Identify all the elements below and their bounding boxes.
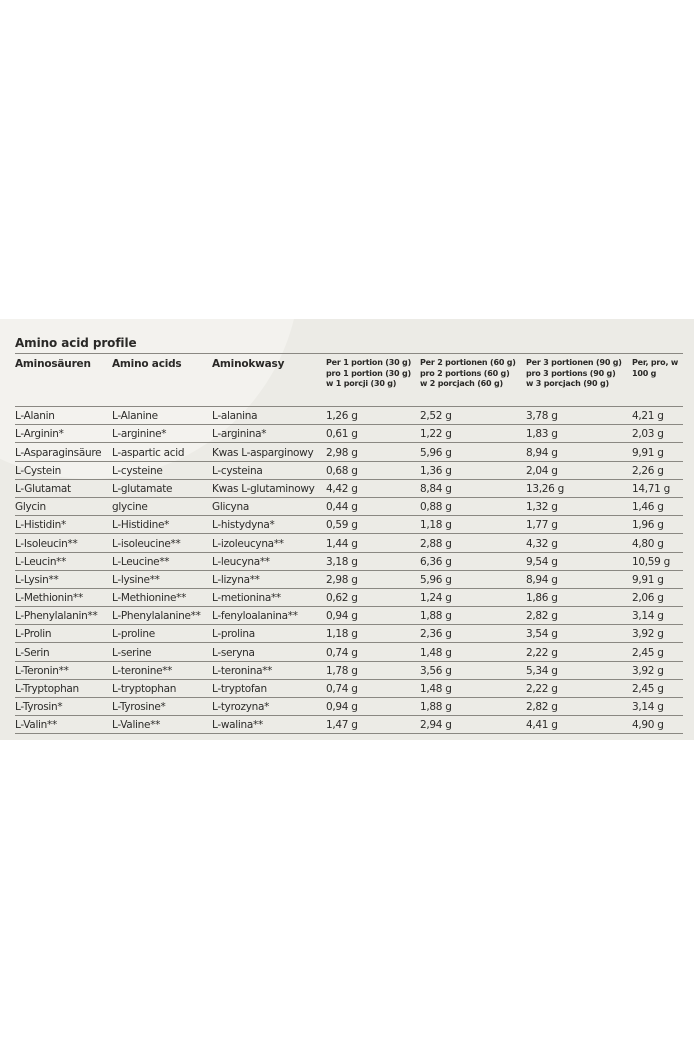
cell-de-name: L-Cystein: [15, 461, 112, 479]
cell-100g: 3,92 g: [632, 661, 683, 679]
cell-100g: 1,46 g: [632, 497, 683, 515]
cell-2-portions: 1,48 g: [420, 643, 526, 661]
cell-pl-name: L-metionina**: [212, 588, 326, 606]
table-row: [15, 643, 683, 661]
table-body: [15, 407, 683, 734]
cell-1-portion: 0,74 g: [326, 679, 420, 697]
cell-1-portion: 2,98 g: [326, 570, 420, 588]
cell-1-portion: 0,61 g: [326, 425, 420, 443]
cell-de-name: L-Phenylalanin**: [15, 607, 112, 625]
cell-100g: 2,03 g: [632, 425, 683, 443]
cell-2-portions: 1,22 g: [420, 425, 526, 443]
cell-en-name: L-Valine**: [112, 716, 212, 734]
cell-1-portion: 0,44 g: [326, 497, 420, 515]
table-row: [15, 588, 683, 606]
cell-2-portions: 0,88 g: [420, 497, 526, 515]
cell-1-portion: 1,26 g: [326, 407, 420, 425]
cell-1-portion: 1,78 g: [326, 661, 420, 679]
cell-en-name: L-glutamate: [112, 479, 212, 497]
cell-3-portions: 2,22 g: [526, 643, 632, 661]
cell-de-name: L-Leucin**: [15, 552, 112, 570]
header-per-3-portions: Per 3 portionen (90 g) pro 3 portions (90 g) w 3 porcjach (90 g): [526, 354, 632, 407]
cell-de-name: L-Tryptophan: [15, 679, 112, 697]
cell-3-portions: 2,04 g: [526, 461, 632, 479]
cell-pl-name: L-tyrozyna*: [212, 698, 326, 716]
cell-100g: 10,59 g: [632, 552, 683, 570]
cell-en-name: L-cysteine: [112, 461, 212, 479]
table-row: [15, 407, 683, 425]
cell-de-name: L-Lysin**: [15, 570, 112, 588]
cell-3-portions: 8,94 g: [526, 570, 632, 588]
cell-2-portions: 2,36 g: [420, 625, 526, 643]
header-row: [15, 354, 683, 407]
cell-3-portions: 3,78 g: [526, 407, 632, 425]
cell-de-name: L-Arginin*: [15, 425, 112, 443]
cell-3-portions: 4,41 g: [526, 716, 632, 734]
cell-3-portions: 1,86 g: [526, 588, 632, 606]
cell-2-portions: 1,88 g: [420, 698, 526, 716]
cell-1-portion: 0,68 g: [326, 461, 420, 479]
cell-de-name: L-Prolin: [15, 625, 112, 643]
cell-100g: 4,21 g: [632, 407, 683, 425]
table-row: [15, 698, 683, 716]
cell-de-name: L-Alanin: [15, 407, 112, 425]
cell-1-portion: 1,18 g: [326, 625, 420, 643]
table-row: [15, 497, 683, 515]
cell-2-portions: 1,18 g: [420, 516, 526, 534]
table-row: [15, 716, 683, 734]
table-row: [15, 607, 683, 625]
table-row: [15, 679, 683, 697]
cell-en-name: L-proline: [112, 625, 212, 643]
header-amino-acids: Amino acids: [112, 354, 212, 407]
cell-pl-name: L-histydyna*: [212, 516, 326, 534]
cell-100g: 3,14 g: [632, 698, 683, 716]
cell-3-portions: 2,22 g: [526, 679, 632, 697]
amino-acid-table: [15, 354, 683, 734]
table-row: [15, 479, 683, 497]
cell-2-portions: 1,48 g: [420, 679, 526, 697]
cell-2-portions: 2,94 g: [420, 716, 526, 734]
cell-2-portions: 3,56 g: [420, 661, 526, 679]
header-per-100g: Per, pro, w 100 g: [632, 354, 683, 407]
cell-de-name: L-Asparaginsäure: [15, 443, 112, 461]
cell-2-portions: 5,96 g: [420, 443, 526, 461]
cell-pl-name: Kwas L-asparginowy: [212, 443, 326, 461]
cell-2-portions: 6,36 g: [420, 552, 526, 570]
cell-100g: 4,90 g: [632, 716, 683, 734]
table-row: [15, 625, 683, 643]
cell-3-portions: 2,82 g: [526, 607, 632, 625]
cell-2-portions: 1,36 g: [420, 461, 526, 479]
cell-3-portions: 5,34 g: [526, 661, 632, 679]
cell-3-portions: 4,32 g: [526, 534, 632, 552]
cell-de-name: L-Isoleucin**: [15, 534, 112, 552]
cell-3-portions: 8,94 g: [526, 443, 632, 461]
cell-en-name: L-isoleucine**: [112, 534, 212, 552]
cell-de-name: L-Methionin**: [15, 588, 112, 606]
cell-2-portions: 2,88 g: [420, 534, 526, 552]
amino-acid-panel: [0, 319, 694, 740]
cell-1-portion: 2,98 g: [326, 443, 420, 461]
cell-de-name: L-Glutamat: [15, 479, 112, 497]
cell-pl-name: L-lizyna**: [212, 570, 326, 588]
table-row: [15, 570, 683, 588]
cell-1-portion: 4,42 g: [326, 479, 420, 497]
cell-en-name: L-aspartic acid: [112, 443, 212, 461]
cell-en-name: L-serine: [112, 643, 212, 661]
cell-3-portions: 1,32 g: [526, 497, 632, 515]
cell-3-portions: 2,82 g: [526, 698, 632, 716]
cell-pl-name: L-alanina: [212, 407, 326, 425]
table-row: [15, 443, 683, 461]
cell-3-portions: 13,26 g: [526, 479, 632, 497]
cell-100g: 9,91 g: [632, 570, 683, 588]
cell-100g: 2,06 g: [632, 588, 683, 606]
cell-3-portions: 1,77 g: [526, 516, 632, 534]
cell-pl-name: L-tryptofan: [212, 679, 326, 697]
cell-pl-name: L-leucyna**: [212, 552, 326, 570]
header-per-1-portion: Per 1 portion (30 g) pro 1 portion (30 g) w 1 porcji (30 g): [326, 354, 420, 407]
cell-1-portion: 3,18 g: [326, 552, 420, 570]
cell-1-portion: 0,94 g: [326, 698, 420, 716]
cell-en-name: L-Histidine*: [112, 516, 212, 534]
table-container: [15, 335, 683, 734]
cell-pl-name: L-teronina**: [212, 661, 326, 679]
cell-100g: 14,71 g: [632, 479, 683, 497]
cell-2-portions: 2,52 g: [420, 407, 526, 425]
cell-1-portion: 1,44 g: [326, 534, 420, 552]
cell-pl-name: L-arginina*: [212, 425, 326, 443]
cell-en-name: L-arginine*: [112, 425, 212, 443]
cell-100g: 2,45 g: [632, 679, 683, 697]
cell-de-name: L-Serin: [15, 643, 112, 661]
cell-en-name: L-Tyrosine*: [112, 698, 212, 716]
cell-en-name: L-tryptophan: [112, 679, 212, 697]
header-aminosauren: Aminosäuren: [15, 354, 112, 407]
cell-100g: 3,92 g: [632, 625, 683, 643]
cell-de-name: L-Teronin**: [15, 661, 112, 679]
cell-1-portion: 0,94 g: [326, 607, 420, 625]
cell-pl-name: L-cysteina: [212, 461, 326, 479]
cell-2-portions: 8,84 g: [420, 479, 526, 497]
cell-100g: 2,26 g: [632, 461, 683, 479]
cell-100g: 1,96 g: [632, 516, 683, 534]
cell-2-portions: 1,24 g: [420, 588, 526, 606]
header-aminokwasy: Aminokwasy: [212, 354, 326, 407]
cell-en-name: glycine: [112, 497, 212, 515]
cell-1-portion: 0,74 g: [326, 643, 420, 661]
cell-en-name: L-Alanine: [112, 407, 212, 425]
cell-1-portion: 0,59 g: [326, 516, 420, 534]
cell-2-portions: 5,96 g: [420, 570, 526, 588]
header-per-2-portions: Per 2 portionen (60 g) pro 2 portions (60 g) w 2 porcjach (60 g): [420, 354, 526, 407]
cell-pl-name: L-prolina: [212, 625, 326, 643]
cell-3-portions: 1,83 g: [526, 425, 632, 443]
cell-100g: 3,14 g: [632, 607, 683, 625]
cell-pl-name: L-izoleucyna**: [212, 534, 326, 552]
cell-100g: 9,91 g: [632, 443, 683, 461]
cell-3-portions: 9,54 g: [526, 552, 632, 570]
cell-en-name: L-teronine**: [112, 661, 212, 679]
cell-100g: 2,45 g: [632, 643, 683, 661]
table-row: [15, 516, 683, 534]
table-row: [15, 425, 683, 443]
cell-pl-name: Kwas L-glutaminowy: [212, 479, 326, 497]
cell-1-portion: 0,62 g: [326, 588, 420, 606]
table-row: [15, 552, 683, 570]
cell-pl-name: L-walina**: [212, 716, 326, 734]
cell-de-name: Glycin: [15, 497, 112, 515]
cell-pl-name: Glicyna: [212, 497, 326, 515]
cell-en-name: L-lysine**: [112, 570, 212, 588]
table-row: [15, 534, 683, 552]
table-row: [15, 661, 683, 679]
table-row: [15, 461, 683, 479]
cell-en-name: L-Methionine**: [112, 588, 212, 606]
cell-de-name: L-Histidin*: [15, 516, 112, 534]
cell-en-name: L-Phenylalanine**: [112, 607, 212, 625]
cell-100g: 4,80 g: [632, 534, 683, 552]
cell-en-name: L-Leucine**: [112, 552, 212, 570]
cell-pl-name: L-seryna: [212, 643, 326, 661]
table-title: Amino acid profile: [15, 335, 683, 354]
cell-de-name: L-Tyrosin*: [15, 698, 112, 716]
cell-2-portions: 1,88 g: [420, 607, 526, 625]
cell-3-portions: 3,54 g: [526, 625, 632, 643]
cell-1-portion: 1,47 g: [326, 716, 420, 734]
cell-de-name: L-Valin**: [15, 716, 112, 734]
cell-pl-name: L-fenyloalanina**: [212, 607, 326, 625]
